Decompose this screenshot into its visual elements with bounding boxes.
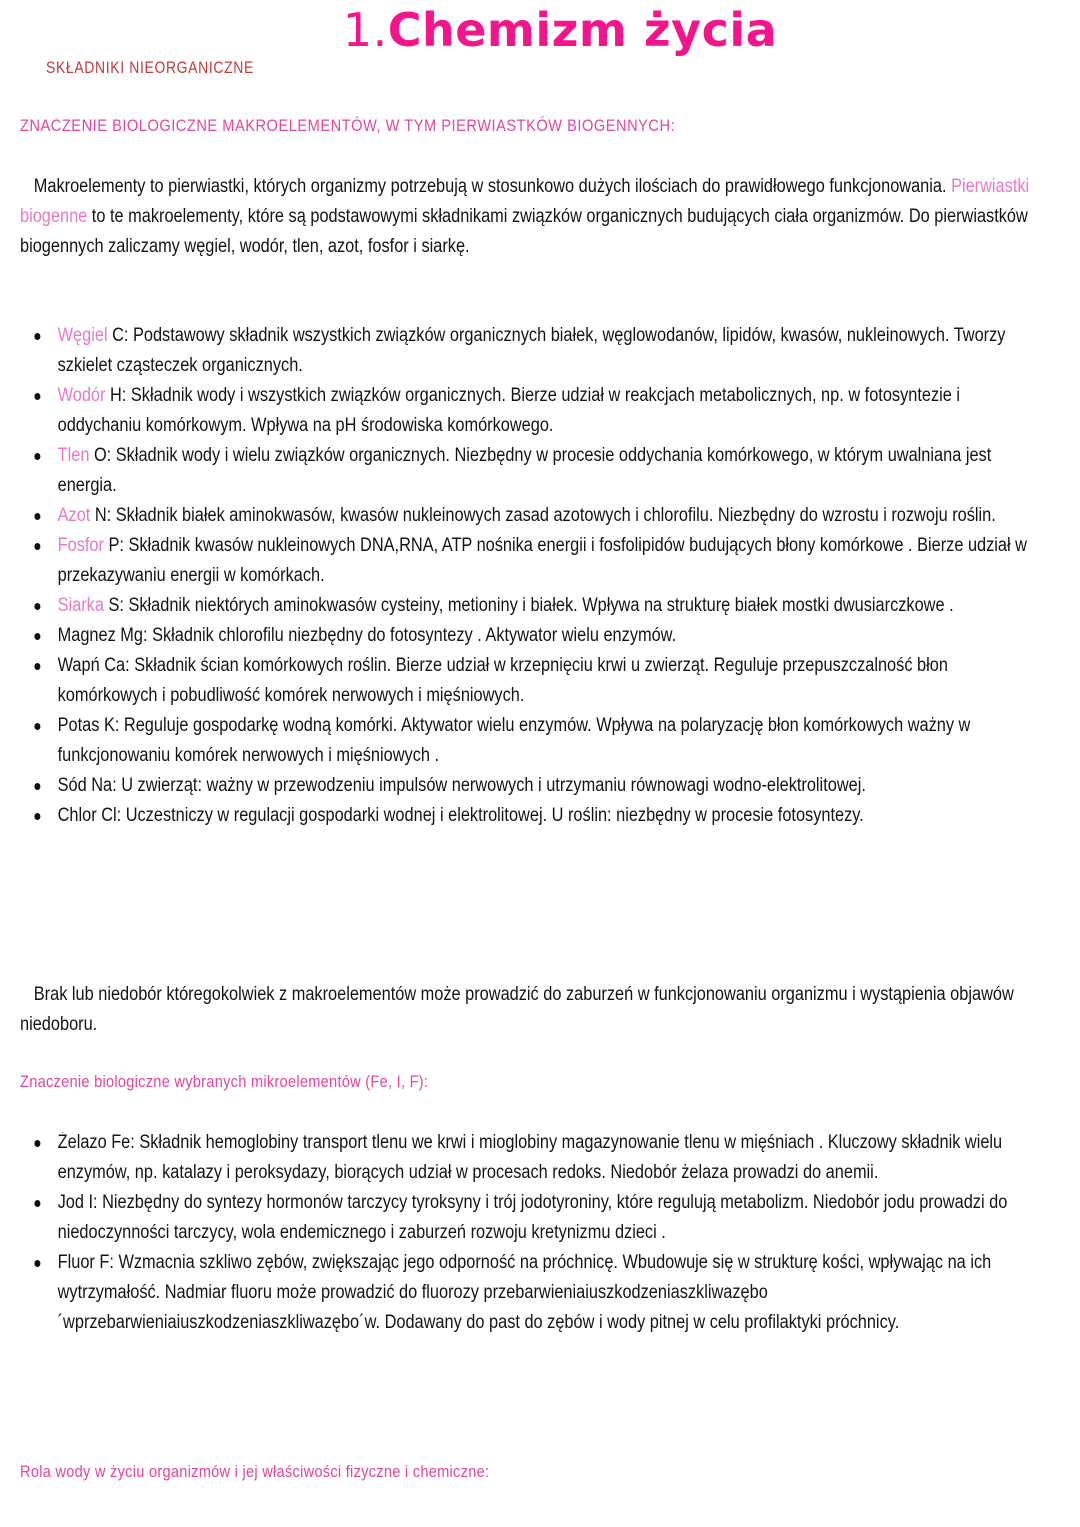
section-heading-macroelements: ZNACZENIE BIOLOGICZNE MAKROELEMENTÓW, W TYM PIERWIASTKÓW BIOGENNYCH: xyxy=(20,116,676,135)
element-desc: Wapń Ca: Składnik ścian komórkowych roślin. Bierze udział w krzepnięciu krwi u zwierząt. Reguluje przepuszczalność błon komórkowych i pobudliwość komórek nerwowych i mięśniowych. xyxy=(57,655,948,706)
outro-text: Brak lub niedobór któregokolwiek z makroelementów może prowadzić do zaburzeń w funkcjonowaniu organizmu i wystąpienia objawów niedoboru. xyxy=(20,984,1014,1035)
list-item-hydrogen xyxy=(0,381,1032,441)
element-desc: Jod I: Niezbędny do syntezy hormonów tarczycy tyroksyny i trój jodotyroniny, które regulują metabolizm. Niedobór jodu prowadzi do niedoczynności tarczycy, wola endemicznego i zaburzeń rozwoju kretynizmu dzieci . xyxy=(57,1192,1008,1243)
list-item-oxygen xyxy=(0,441,1032,501)
element-desc: Magnez Mg: Składnik chlorofilu niezbędny do fotosyntezy . Aktywator wielu enzymów. xyxy=(57,625,677,646)
macroelements-list xyxy=(0,321,1032,831)
element-name: Azot xyxy=(57,505,91,526)
element-desc: Żelazo Fe: Składnik hemoglobiny transport tlenu we krwi i mioglobiny magazynowanie tlenu w mięśniach . Kluczowy składnik wielu enzymów, np. katalazy i peroksydazy, biorących udział w procesach redoks. Niedobór żelaza prowadzi do anemii. xyxy=(57,1132,1003,1183)
intro-text-1: Makroelementy to pierwiastki, których organizmy potrzebują w stosunkowo dużych ilościach do prawidłowego funkcjonowania. xyxy=(33,176,952,197)
intro-text-2: to te makroelementy, które są podstawowymi składnikami związków organicznych budujących ciała organizmów. Do pierwiastków biogennych zaliczamy węgiel, wodór, tlen, azot, fosfor i siarkę. xyxy=(20,206,1028,257)
macroelements-intro xyxy=(20,172,1052,262)
title-number: 1. xyxy=(342,3,388,57)
element-desc: Potas K: Reguluje gospodarkę wodną komórki. Aktywator wielu enzymów. Wpływa na polaryzację błon komórkowych ważny w funkcjonowaniu komórek nerwowych i mięśniowych . xyxy=(57,715,971,766)
list-item-chlorine xyxy=(0,801,1032,831)
list-item-nitrogen xyxy=(0,501,1032,531)
macroelements-outro xyxy=(20,980,1052,1040)
title-text: Chemizm życia xyxy=(387,3,778,57)
element-name: Fosfor xyxy=(57,535,104,556)
list-item-potassium xyxy=(0,711,1032,771)
list-item-phosphorus xyxy=(0,531,1032,591)
section-heading-microelements: Znaczenie biologiczne wybranych mikroelementów (Fe, I, F): xyxy=(20,1072,429,1091)
intro-highlight-biogenic: Pierwiastki biogenne xyxy=(20,176,1030,227)
section-heading-water: Rola wody w życiu organizmów i jej właściwości fizyczne i chemiczne: xyxy=(20,1462,490,1481)
list-item-iodine xyxy=(0,1188,1032,1248)
list-item-iron xyxy=(0,1128,1032,1188)
list-item-fluorine xyxy=(0,1248,1032,1338)
element-name: Węgiel xyxy=(57,325,108,346)
element-desc: Fluor F: Wzmacnia szkliwo zębów, zwiększając jego odporność na próchnicę. Wbudowuje się w strukturę kości, wpływając na ich wytrzymałość. Nadmiar fluoru może prowadzić do fluorozy przebarwieniaiuszkodzeniaszkliwazębo´wprzebarwieniaiuszkodzeniaszkliwazębo´w. Dodawany do past do zębów i wody pitnej w celu profilaktyki próchnicy. xyxy=(57,1252,992,1333)
list-item-sulfur xyxy=(0,591,1032,621)
element-name: Wodór xyxy=(57,385,106,406)
element-desc: P: Składnik kwasów nukleinowych DNA,RNA, ATP nośnika energii i fosfolipidów budujących błony komórkowe . Bierze udział w przekazywaniu energii w komórkach. xyxy=(57,535,1027,586)
element-desc: Chlor Cl: Uczestniczy w regulacji gospodarki wodnej i elektrolitowej. U roślin: niezbędny w procesie fotosyntezy. xyxy=(57,805,864,826)
element-desc: N: Składnik białek aminokwasów, kwasów nukleinowych zasad azotowych i chlorofilu. Niezbędny do wzrostu i rozwoju roślin. xyxy=(90,505,996,526)
list-item-carbon xyxy=(0,321,1032,381)
element-desc: H: Składnik wody i wszystkich związków organicznych. Bierze udział w reakcjach metabolicznych, np. w fotosyntezie i oddychaniu komórkowym. Wpływa na pH środowiska komórkowego. xyxy=(57,385,961,436)
list-item-calcium xyxy=(0,651,1032,711)
element-desc: C: Podstawowy składnik wszystkich związków organicznych białek, węglowodanów, lipidów, kwasów, nukleinowych. Tworzy szkielet cząsteczek organicznych. xyxy=(57,325,1006,376)
element-desc: O: Składnik wody i wielu związków organicznych. Niezbędny w procesie oddychania komórkowego, w którym uwalniana jest energia. xyxy=(57,445,992,496)
microelements-list xyxy=(0,1128,1032,1338)
element-desc: S: Składnik niektórych aminokwasów cysteiny, metioniny i białek. Wpływa na strukturę białek mostki dwusiarczkowe . xyxy=(103,595,954,616)
subheading-inorganic: SKŁADNIKI NIEORGANICZNE xyxy=(46,58,254,77)
element-desc: Sód Na: U zwierząt: ważny w przewodzeniu impulsów nerwowych i utrzymaniu równowagi wodno-elektrolitowej. xyxy=(57,775,866,796)
list-item-sodium xyxy=(0,771,1032,801)
page-title xyxy=(0,2,1080,58)
list-item-magnesium xyxy=(0,621,1032,651)
element-name: Tlen xyxy=(57,445,90,466)
element-name: Siarka xyxy=(57,595,104,616)
